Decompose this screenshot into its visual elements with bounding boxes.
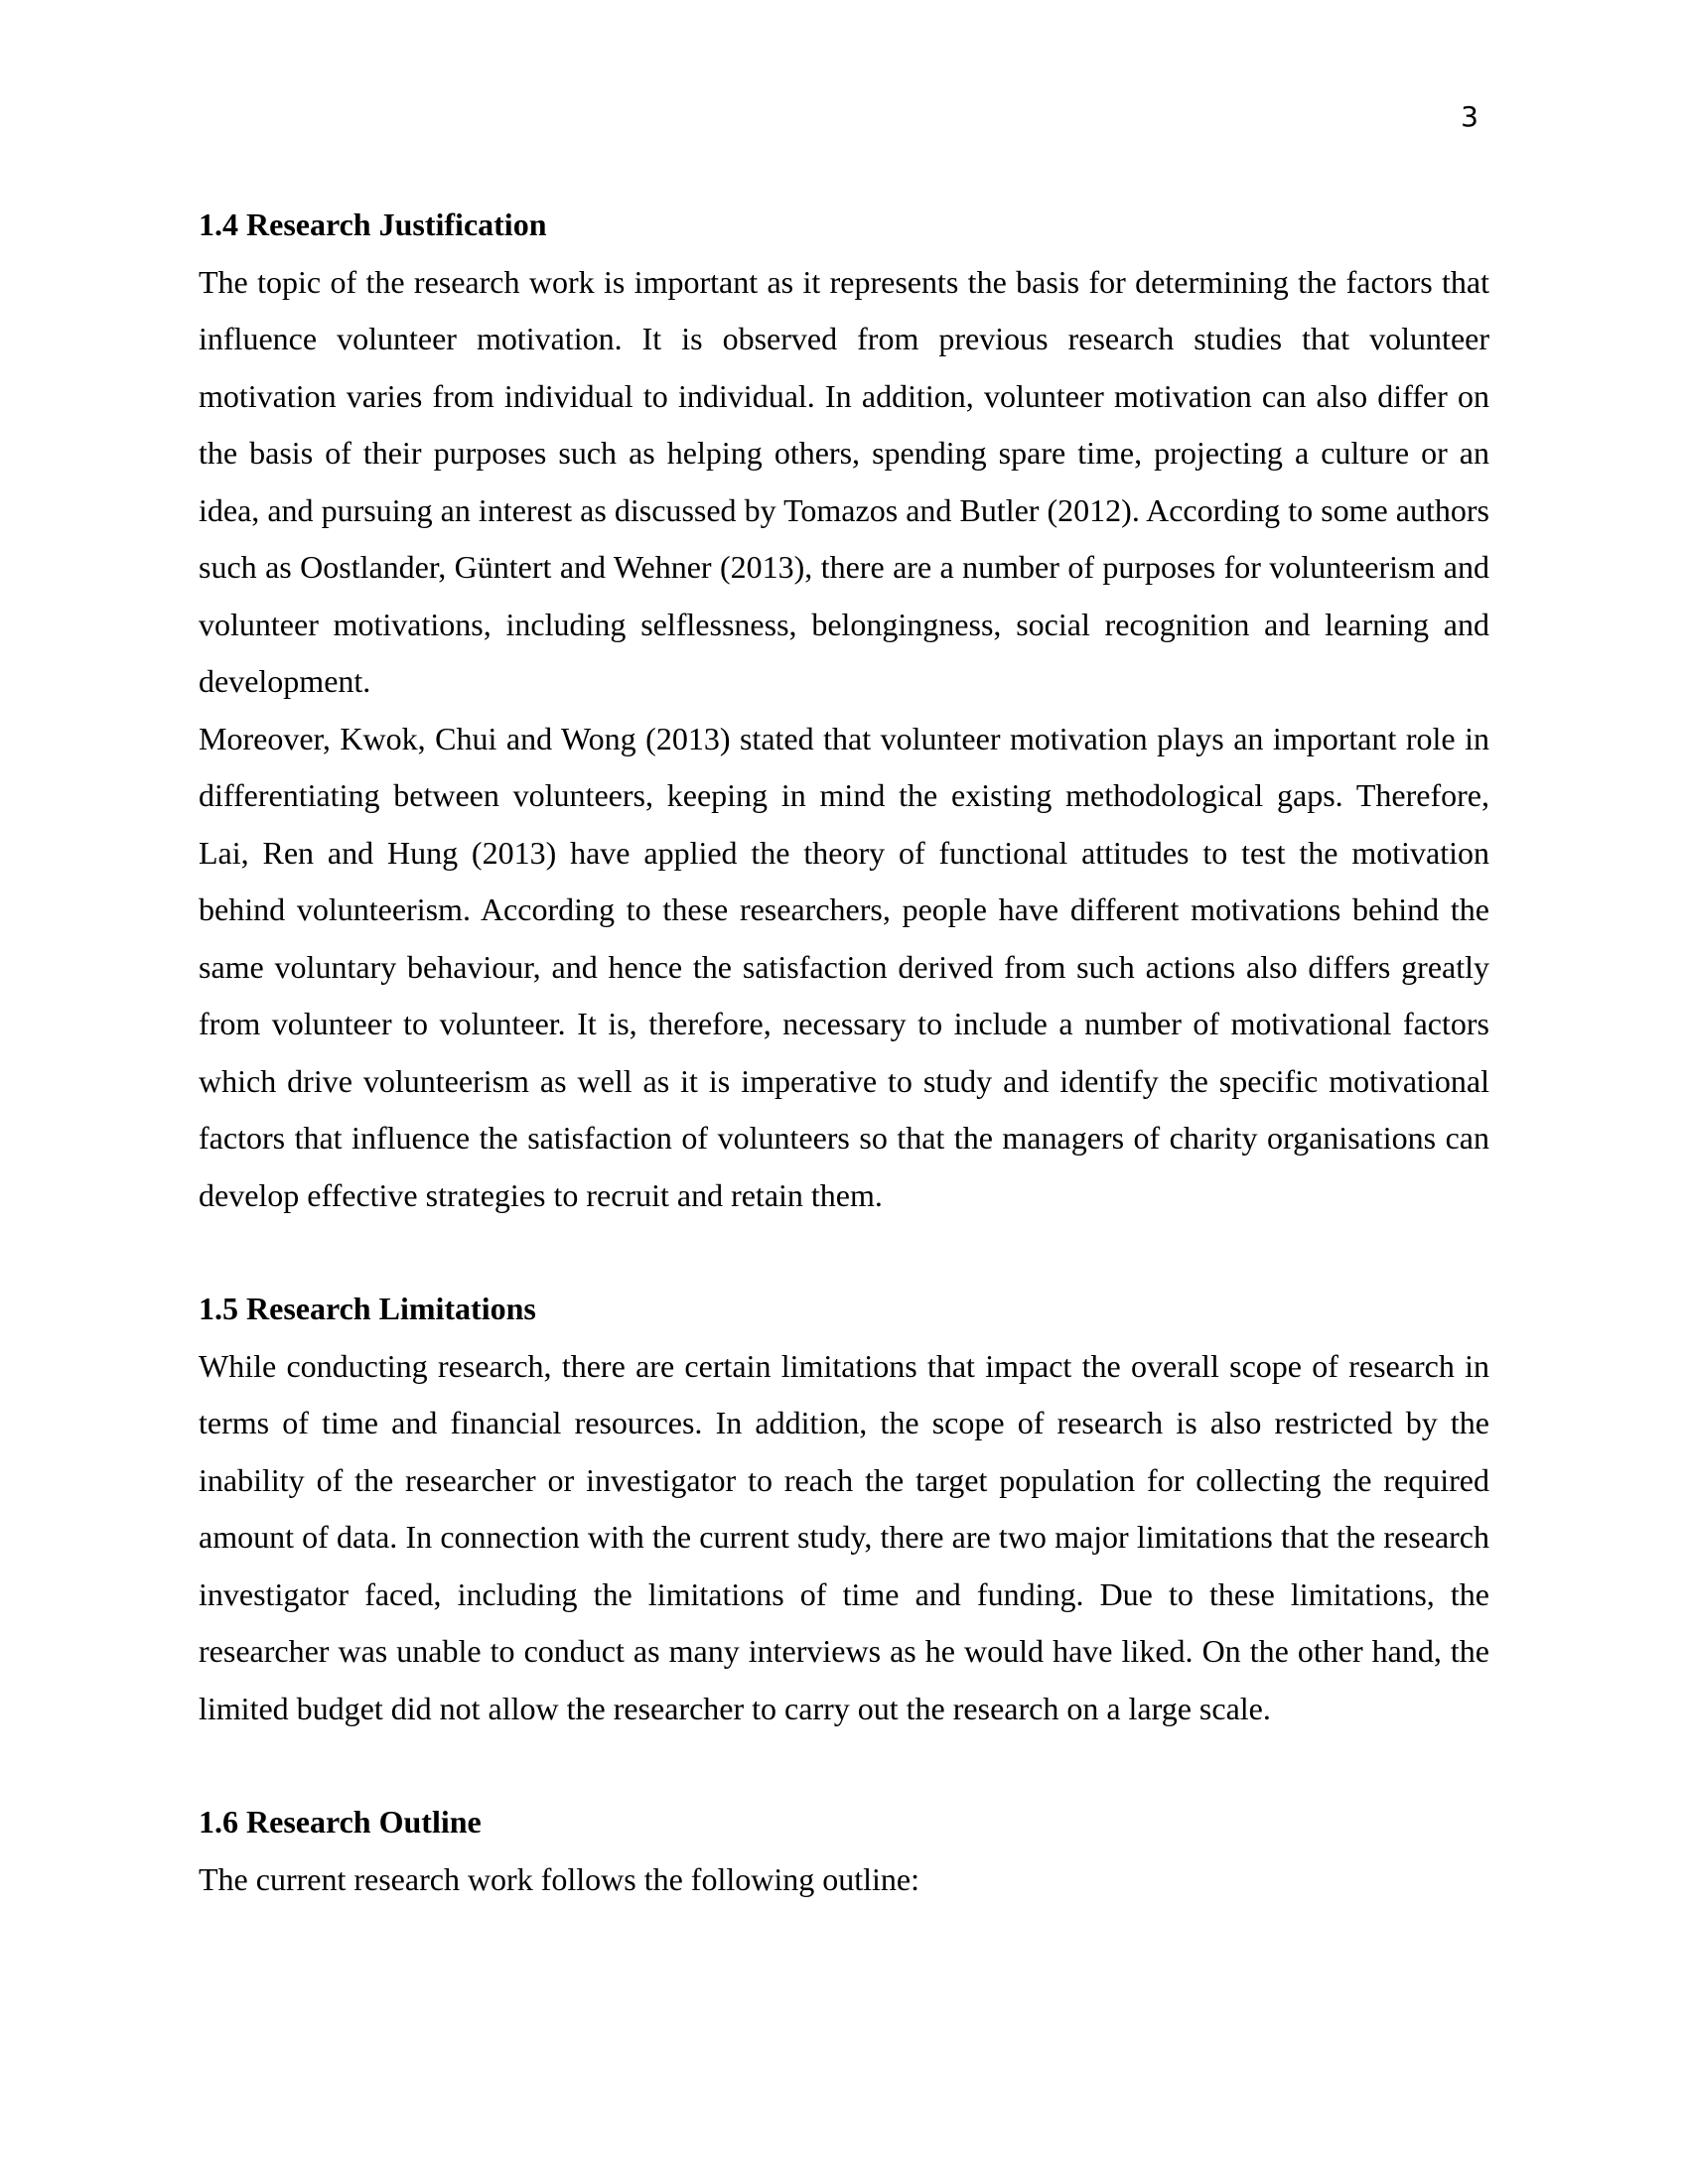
section-research-justification <box>199 197 1489 1224</box>
section-research-outline <box>199 1794 1489 1908</box>
section-heading: 1.4 Research Justification <box>199 206 547 242</box>
paragraph: Moreover, Kwok, Chui and Wong (2013) stated that volunteer motivation plays an important role in differentiating between volunteers, keeping in mind the existing methodological gaps. Therefore, Lai, Ren and Hung (2013) have applied the theory of functional attitudes to test the motivation behind volunteerism. According to these researchers, people have different motivations behind the same voluntary behaviour, and hence the satisfaction derived from such actions also differs greatly from volunteer to volunteer. It is, therefore, necessary to include a number of motivational factors which drive volunteerism as well as it is imperative to study and identify the specific motivational factors that influence the satisfaction of volunteers so that the managers of charity organisations can develop effective strategies to recruit and retain them. <box>199 720 1489 1213</box>
paragraph: While conducting research, there are certain limitations that impact the overall scope of research in terms of time and financial resources. In addition, the scope of research is also restricted by the inability of the researcher or investigator to reach the target population for collecting the required amount of data. In connection with the current study, there are two major limitations that the research investigator faced, including the limitations of time and funding. Due to these limitations, the researcher was unable to conduct as many interviews as he would have liked. On the other hand, the limited budget did not allow the researcher to carry out the research on a large scale. <box>199 1347 1489 1726</box>
paragraph: The current research work follows the following outline: <box>199 1860 919 1897</box>
page-number: 3 <box>1461 100 1478 133</box>
paragraph: The topic of the research work is important as it represents the basis for determining the factors that influence volunteer motivation. It is observed from previous research studies that volunteer motivation varies from individual to individual. In addition, volunteer motivation can also differ on the basis of their purposes such as helping others, spending spare time, projecting a culture or an idea, and pursuing an interest as discussed by Tomazos and Butler (2012). According to some authors such as Oostlander, Güntert and Wehner (2013), there are a number of purposes for volunteerism and volunteer motivations, including selflessness, belongingness, social recognition and learning and development. <box>199 263 1489 699</box>
section-heading: 1.6 Research Outline <box>199 1804 482 1840</box>
section-research-limitations <box>199 1281 1489 1737</box>
document-body <box>199 197 1489 1908</box>
section-heading: 1.5 Research Limitations <box>199 1291 536 1326</box>
